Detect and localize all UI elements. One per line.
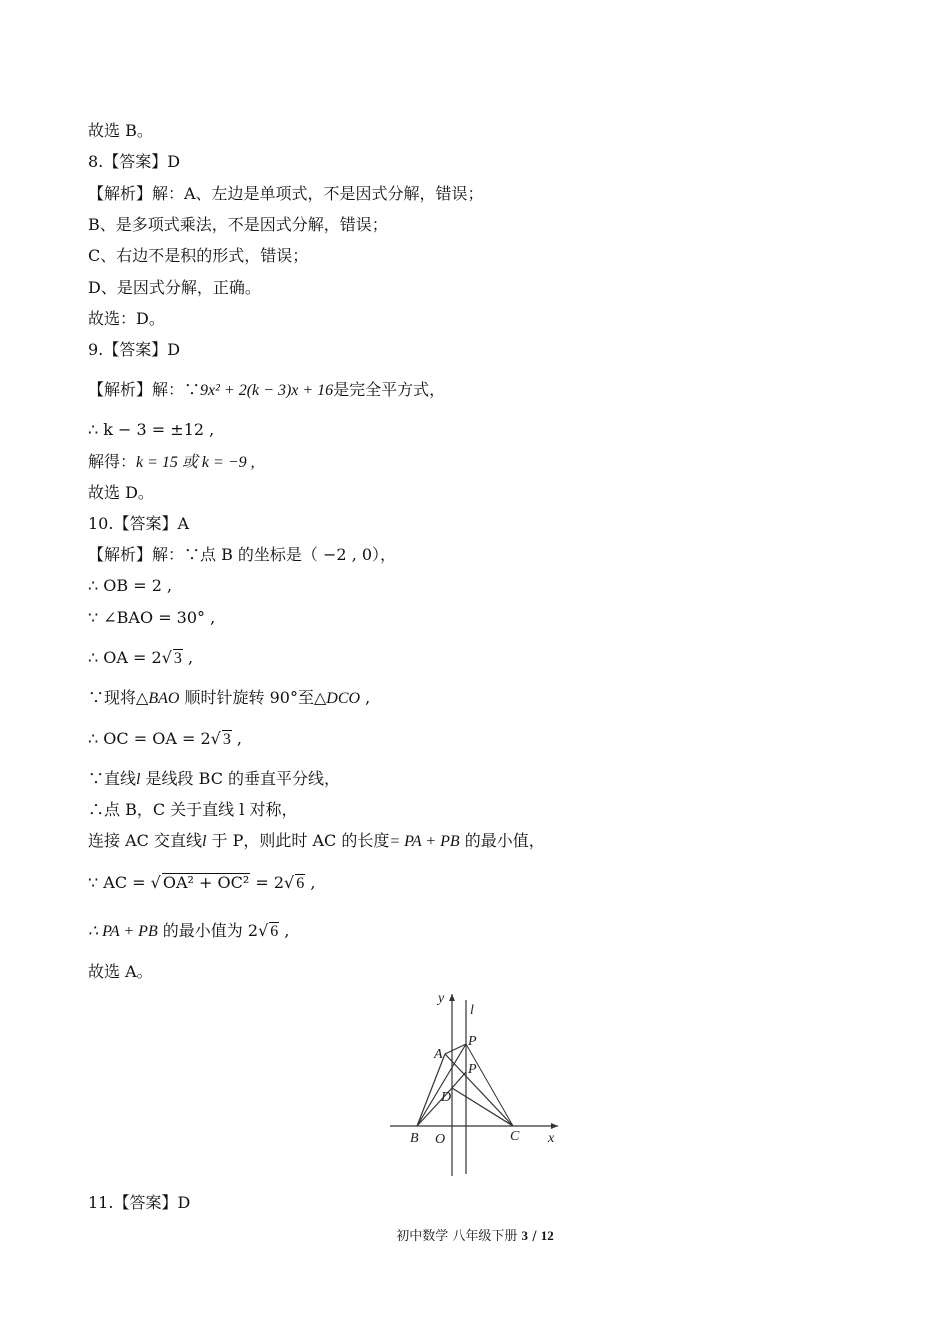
text-segment: 于 P，则此时 AC 的长度 (206, 831, 390, 850)
text-line: 【解析】解：A、左边是单项式，不是因式分解，错误； (88, 184, 484, 203)
page-number: 3 (521, 1228, 529, 1243)
math-expression: l (201, 833, 207, 850)
sqrt-radicand: 3 (222, 731, 231, 748)
math-expression: = 2 (250, 873, 285, 892)
math-expression: 9x² + 2(k − 3)x + 16 (200, 382, 334, 399)
math-line (88, 380, 445, 401)
text-segment: , (182, 648, 194, 667)
label-P-lower: P (468, 1062, 477, 1077)
sqrt-radicand: 6 (270, 923, 279, 940)
answer-heading-10: 10.【答案】A (88, 514, 190, 533)
label-D: D (441, 1090, 452, 1105)
answer-heading-9: 9.【答案】D (88, 340, 181, 359)
x-axis-arrow (551, 1123, 558, 1129)
math-line: ∴ OC = OA = 2√ 3 , (88, 729, 243, 748)
text-line: 故选 A。 (88, 962, 153, 981)
text-line: 故选 D。 (88, 483, 154, 502)
sqrt-radicand: 3 (173, 650, 182, 667)
math-expression: ∵ AC = (88, 873, 151, 892)
text-line (88, 769, 340, 790)
text-line: 故选 B。 (88, 121, 153, 140)
math-expression: △BAO (136, 690, 180, 707)
segment-DP (452, 1072, 466, 1088)
math-line: ∴ OA = 2√ 3 , (88, 648, 194, 667)
math-expression: k = 15 或 k = −9 , (136, 454, 255, 471)
label-A: A (434, 1047, 443, 1062)
answer-heading-11: 11.【答案】D (88, 1193, 191, 1212)
math-line: ∵ AC = √ OA² + OC² = 2√ 6 , (88, 873, 316, 892)
label-x: x (548, 1131, 555, 1146)
math-expression: ∴ PA + PB (88, 923, 158, 940)
label-l: l (470, 1003, 474, 1018)
page-total: 12 (540, 1228, 554, 1243)
text-segment: 的最小值， (459, 831, 545, 850)
math-expression: ∴ OC = OA = 2 (88, 729, 211, 748)
page-separator: / (532, 1229, 537, 1244)
text-line: C、右边不是积的形式，错误； (88, 246, 309, 265)
text-segment: 【解析】解：∵ (88, 380, 201, 399)
text-segment: 是完全平方式， (333, 380, 446, 399)
text-segment: , (305, 873, 316, 892)
label-C: C (510, 1129, 520, 1144)
math-line (88, 452, 255, 473)
text-line: D、是因式分解，正确。 (88, 278, 261, 297)
coordinate-diagram (380, 990, 565, 1180)
math-expression: l (136, 771, 141, 788)
text-segment: , (279, 921, 290, 940)
page-footer (0, 1228, 950, 1245)
math-expression: ∴ OA = 2 (88, 648, 162, 667)
segment-PC (466, 1044, 513, 1126)
text-line (88, 831, 545, 852)
y-axis-arrow (449, 994, 455, 1001)
math-line: ∴ PA + PB 的最小值为 2√ 6 , (88, 921, 290, 940)
geometry-figure (380, 990, 565, 1180)
math-line: ∴ OB = 2 , (88, 576, 173, 595)
sqrt-radicand: 6 (296, 875, 305, 892)
text-segment: ∵现将 (88, 688, 137, 707)
text-line: 故选：D。 (88, 309, 165, 328)
text-segment: 的最小值为 2 (157, 921, 259, 940)
text-line: B、是多项式乘法，不是因式分解，错误； (88, 215, 388, 234)
sqrt-radicand: OA² + OC² (162, 873, 250, 892)
math-expression: = PA + PB (389, 833, 460, 850)
answer-heading-8: 8.【答案】D (88, 152, 181, 171)
text-segment: 顺时针旋转 90°至 (179, 688, 314, 707)
label-B: B (410, 1131, 419, 1146)
text-segment: , (231, 729, 243, 748)
label-y: y (438, 991, 445, 1006)
text-line: 【解析】解：∵点 B 的坐标是（ −2 , 0）， (88, 545, 397, 564)
text-segment: 是线段 BC 的垂直平分线， (140, 769, 341, 788)
footer-subject: 初中数学 八年级下册 (396, 1229, 518, 1244)
text-segment: 连接 AC 交直线 (88, 831, 202, 850)
math-line (88, 688, 370, 709)
label-P-upper: P (468, 1034, 477, 1049)
text-segment: ∵直线 (88, 769, 137, 788)
math-expression: △DCO (313, 690, 361, 707)
math-line: ∴ k − 3 = ±12 , (88, 420, 215, 439)
math-line: ∵ ∠BAO = 30° , (88, 608, 216, 627)
label-O: O (435, 1132, 446, 1147)
text-segment: , (360, 688, 371, 707)
text-line: ∴点 B，C 关于直线 l 对称， (88, 800, 298, 819)
text-segment: 解得： (88, 452, 137, 471)
